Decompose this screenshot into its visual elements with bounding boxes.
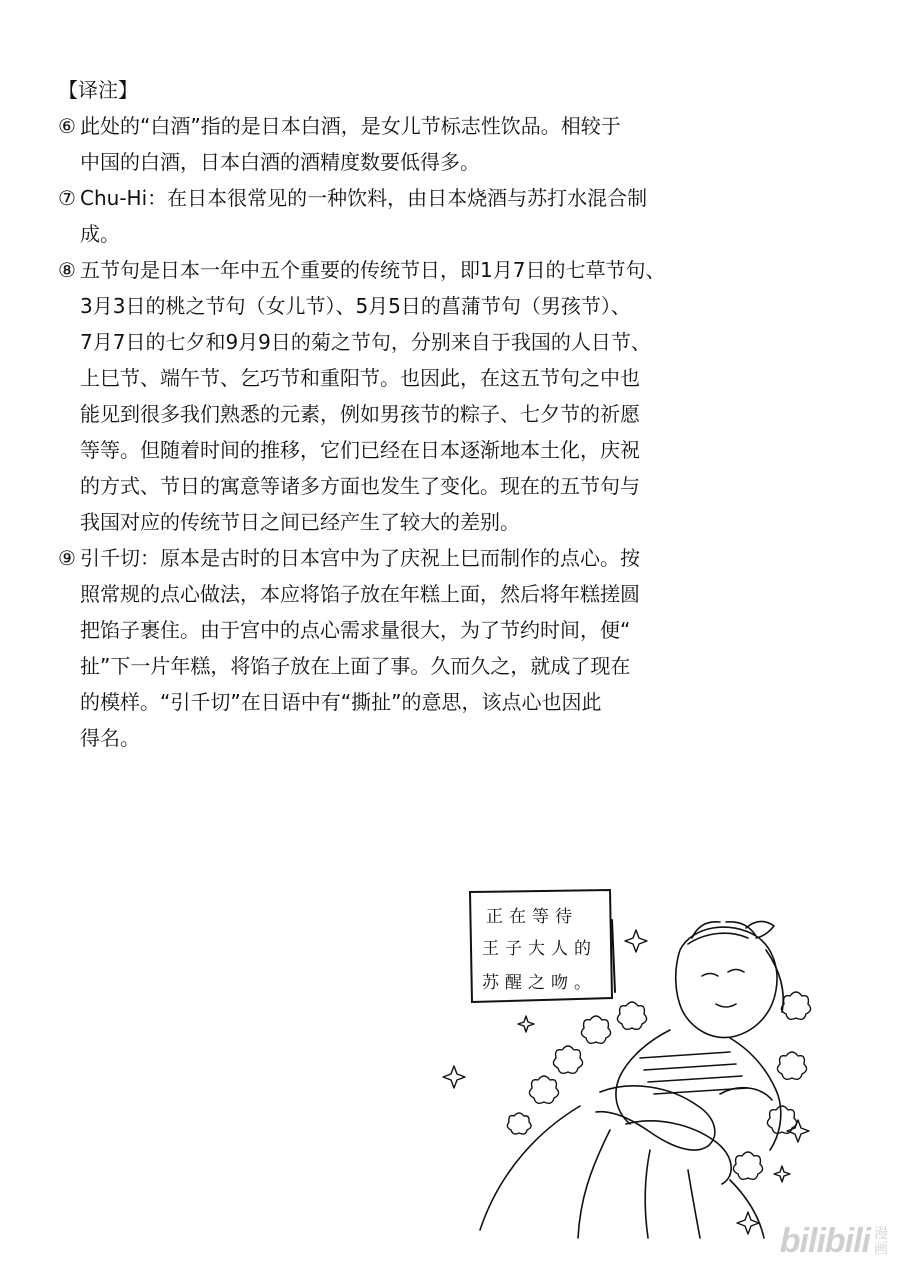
watermark-text: bilibili [779,1222,870,1260]
watermark-side-char: 画 [874,1240,888,1257]
note-line: 扯”下一片年糕，将馅子放在上面了事。久而久之，就成了现在 [80,654,631,678]
note-9 [58,540,748,756]
note-line: 上巳节、端午节、乞巧节和重阳节。也因此，在这五节句之中也 [80,366,640,390]
note-marker: ⑧ [58,258,76,282]
note-line: 此处的“白酒”指的是日本白酒，是女儿节标志性饮品。相较于 [80,114,621,138]
flower-decoration [507,992,810,1179]
note-line: 引千切：原本是古时的日本宫中为了庆祝上巳而制作的点心。按 [80,546,640,570]
note-6 [58,108,748,180]
note-line: 的模样。“引千切”在日语中有“撕扯”的意思，该点心也因此 [80,690,602,714]
note-line: 把馅子裹住。由于宫中的点心需求量很大，为了节约时间，便“ [80,618,631,642]
note-line: 五节句是日本一年中五个重要的传统节日，即1月7日的七草节句、 [80,258,666,282]
note-line: 得名。 [80,726,140,750]
caption-line: 苏醒之吻。 [482,973,597,993]
note-line: 等等。但随着时间的推移，它们已经在日本逐渐地本土化，庆祝 [80,438,640,462]
note-line: 3月3日的桃之节句（女儿节）、5月5日的菖蒲节句（男孩节）、 [80,294,631,318]
caption-line: 王子大人的 [482,939,597,959]
watermark-side-char: 漫 [874,1225,888,1242]
note-line: 7月7日的七夕和9月9日的菊之节句，分别来自于我国的人日节、 [80,330,651,354]
caption-line: 正在等待 [486,907,578,927]
note-line: 成。 [80,222,120,246]
bilibili-watermark [780,1222,888,1261]
note-line: 中国的白酒，日本白酒的酒精度数要低得多。 [80,150,480,174]
princess-figure [480,921,783,1238]
note-line: Chu-Hi：在日本很常见的一种饮料，由日本烧酒与苏打水混合制 [80,186,648,210]
note-line: 的方式、节日的寓意等诸多方面也发生了变化。现在的五节句与 [80,474,640,498]
note-line: 照常规的点心做法，本应将馅子放在年糕上面，然后将年糕搓圆 [80,582,640,606]
note-7 [58,180,748,252]
note-8 [58,252,748,540]
note-line: 能见到很多我们熟悉的元素，例如男孩节的粽子、七夕节的祈愿 [80,402,640,426]
translator-notes [58,72,748,756]
note-line: 我国对应的传统节日之间已经产生了较大的差别。 [80,510,520,534]
sleeping-princess-illustration [430,880,830,1240]
notes-heading: 【译注】 [58,78,138,102]
note-marker: ⑨ [58,546,76,570]
note-marker: ⑥ [58,114,76,138]
note-marker: ⑦ [58,186,76,210]
